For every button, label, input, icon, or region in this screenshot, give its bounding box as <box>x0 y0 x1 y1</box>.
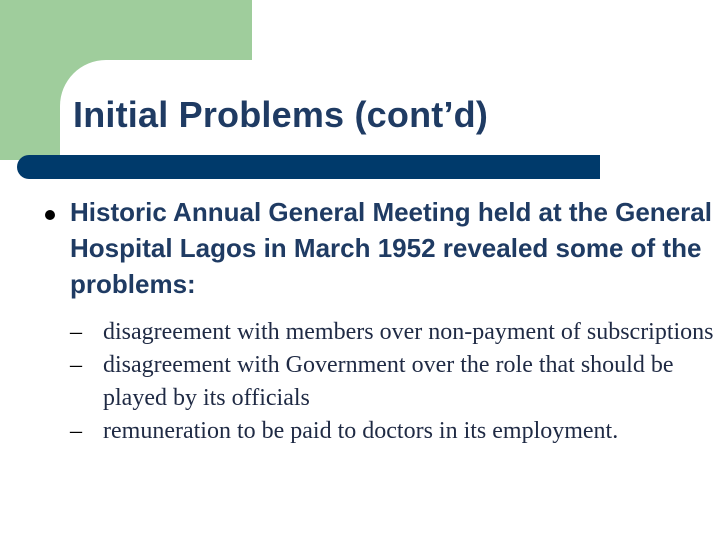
sub-bullet-item <box>0 415 720 448</box>
sub-bullet-list <box>0 316 720 448</box>
slide-title: Initial Problems (cont’d) <box>73 94 489 135</box>
dash-bullet-icon: – <box>70 319 82 345</box>
sub-bullet-item <box>0 349 720 415</box>
sub-bullet-text: disagreement with members over non-payment of subscriptions <box>103 319 714 345</box>
bullet-dot-icon <box>45 210 55 220</box>
dash-bullet-icon: – <box>70 352 82 378</box>
sub-bullet-text: remuneration to be paid to doctors in its employment. <box>103 418 619 444</box>
main-bullet-text: Historic Annual General Meeting held at the General Hospital Lagos in March 1952 revealed some of the problems: <box>70 197 712 299</box>
dash-bullet-icon: – <box>70 418 82 444</box>
sub-bullet-item <box>0 316 720 349</box>
accent-strip <box>0 120 60 160</box>
title-divider-bar <box>17 155 600 179</box>
sub-bullet-text: disagreement with Government over the role that should be played by its officials <box>103 352 674 411</box>
